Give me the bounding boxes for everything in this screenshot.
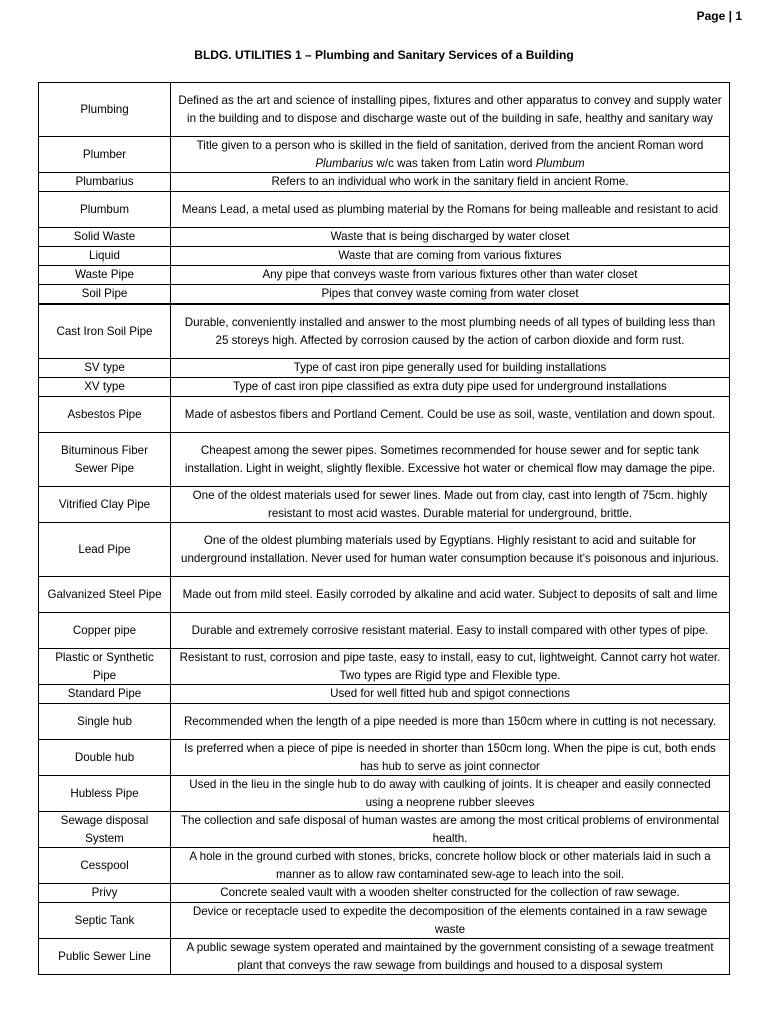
definition-cell: Used in the lieu in the single hub to do away with caulking of joints. It is cheaper and easily connected using a neoprene rubber sleeves <box>171 776 730 812</box>
table-row <box>39 285 730 305</box>
table-row <box>39 247 730 266</box>
definition-cell: Pipes that convey waste coming from water closet <box>171 285 730 305</box>
term-cell: Lead Pipe <box>39 523 171 577</box>
table-row <box>39 776 730 812</box>
table-row <box>39 577 730 613</box>
term-cell: Plumbing <box>39 83 171 137</box>
table-row <box>39 378 730 397</box>
definition-cell: Any pipe that conveys waste from various fixtures other than water closet <box>171 266 730 285</box>
table-row <box>39 649 730 685</box>
term-cell: Single hub <box>39 704 171 740</box>
term-cell: Vitrified Clay Pipe <box>39 487 171 523</box>
table-row <box>39 884 730 903</box>
table-row <box>39 304 730 359</box>
term-cell: Sewage disposal System <box>39 812 171 848</box>
table-row <box>39 523 730 577</box>
definition-cell: The collection and safe disposal of human wastes are among the most critical problems of environmental health. <box>171 812 730 848</box>
table-row <box>39 266 730 285</box>
table-row <box>39 228 730 247</box>
term-cell: Liquid <box>39 247 171 266</box>
term-cell: Privy <box>39 884 171 903</box>
term-cell: Public Sewer Line <box>39 939 171 975</box>
term-cell: Plumber <box>39 137 171 173</box>
term-cell: Plumbum <box>39 192 171 228</box>
term-cell: Cesspool <box>39 848 171 884</box>
definition-cell: Is preferred when a piece of pipe is needed in shorter than 150cm long. When the pipe is cut, both ends has hub to serve as joint connector <box>171 740 730 776</box>
table-row <box>39 173 730 192</box>
table-row <box>39 939 730 975</box>
definition-cell: Made out from mild steel. Easily corroded by alkaline and acid water. Subject to deposits of salt and lime <box>171 577 730 613</box>
term-cell: Hubless Pipe <box>39 776 171 812</box>
term-cell: Double hub <box>39 740 171 776</box>
term-cell: Soil Pipe <box>39 285 171 305</box>
document-title: BLDG. UTILITIES 1 – Plumbing and Sanitary Services of a Building <box>194 48 574 62</box>
term-cell: SV type <box>39 359 171 378</box>
definition-cell: Resistant to rust, corrosion and pipe taste, easy to install, easy to cut, lightweight. Cannot carry hot water. Two types are Rigid type and Flexible type. <box>171 649 730 685</box>
table-row <box>39 359 730 378</box>
italic-term: Plumbarius <box>315 156 374 170</box>
definition-cell: Durable, conveniently installed and answer to the most plumbing needs of all types of building less than 25 storeys high. Affected by corrosion caused by the action of carbon dioxide and form rust. <box>171 304 730 359</box>
definition-cell: Cheapest among the sewer pipes. Sometimes recommended for house sewer and for septic tank installation. Light in weight, slightly flexible. Excessive hot water or chemical flow may damage the pipe. <box>171 433 730 487</box>
definition-cell: A public sewage system operated and maintained by the government consisting of a sewage treatment plant that conveys the raw sewage from buildings and housed to a disposal system <box>171 939 730 975</box>
term-cell: Plastic or Synthetic Pipe <box>39 649 171 685</box>
definition-cell: Means Lead, a metal used as plumbing material by the Romans for being malleable and resistant to acid <box>171 192 730 228</box>
definition-text: Title given to a person who is skilled in the field of sanitation, derived from the ancient Roman word <box>196 139 704 153</box>
definition-cell: Concrete sealed vault with a wooden shelter constructed for the collection of raw sewage. <box>171 884 730 903</box>
term-cell: Cast Iron Soil Pipe <box>39 304 171 359</box>
definition-cell: A hole in the ground curbed with stones, bricks, concrete hollow block or other materials laid in such a manner as to allow raw contaminated sew-age to leach into the soil. <box>171 848 730 884</box>
definition-cell: Defined as the art and science of installing pipes, fixtures and other apparatus to convey and supply water in the building and to dispose and discharge waste out of the building in safe, healthy and sanitary way <box>171 83 730 137</box>
term-cell: Solid Waste <box>39 228 171 247</box>
definition-cell: Type of cast iron pipe generally used for building installations <box>171 359 730 378</box>
table-row <box>39 83 730 137</box>
term-cell: Bituminous Fiber Sewer Pipe <box>39 433 171 487</box>
definition-cell: One of the oldest plumbing materials used by Egyptians. Highly resistant to acid and suitable for underground installation. Never used for human water consumption because it’s poisonous and injurious. <box>171 523 730 577</box>
table-row <box>39 137 730 173</box>
table-row <box>39 848 730 884</box>
definition-cell: Refers to an individual who work in the sanitary field in ancient Rome. <box>171 173 730 192</box>
definition-cell: Used for well fitted hub and spigot connections <box>171 685 730 704</box>
table-row <box>39 685 730 704</box>
table-row <box>39 433 730 487</box>
term-cell: Galvanized Steel Pipe <box>39 577 171 613</box>
definition-cell: Device or receptacle used to expedite the decomposition of the elements contained in a raw sewage waste <box>171 903 730 939</box>
term-cell: Standard Pipe <box>39 685 171 704</box>
definition-cell: Waste that are coming from various fixtures <box>171 247 730 266</box>
definition-cell <box>171 137 730 173</box>
table-row <box>39 397 730 433</box>
term-cell: Waste Pipe <box>39 266 171 285</box>
plumbing-terms-table <box>38 82 730 975</box>
term-cell: Septic Tank <box>39 903 171 939</box>
table-row <box>39 903 730 939</box>
term-cell: XV type <box>39 378 171 397</box>
definition-cell: Waste that is being discharged by water closet <box>171 228 730 247</box>
table-row <box>39 192 730 228</box>
table-row <box>39 740 730 776</box>
table-row <box>39 613 730 649</box>
definition-cell: Durable and extremely corrosive resistant material. Easy to install compared with other types of pipe. <box>171 613 730 649</box>
term-cell: Asbestos Pipe <box>39 397 171 433</box>
term-cell: Plumbarius <box>39 173 171 192</box>
term-cell: Copper pipe <box>39 613 171 649</box>
table-body <box>39 83 730 975</box>
definition-cell: Type of cast iron pipe classified as extra duty pipe used for underground installations <box>171 378 730 397</box>
table-row <box>39 487 730 523</box>
table-row <box>39 812 730 848</box>
definition-text: w/c was taken from Latin word <box>373 156 536 170</box>
definition-cell: One of the oldest materials used for sewer lines. Made out from clay, cast into length of 75cm. highly resistant to most acid wastes. Durable material for underground, brittle. <box>171 487 730 523</box>
definition-cell: Recommended when the length of a pipe needed is more than 150cm where in cutting is not necessary. <box>171 704 730 740</box>
table-row <box>39 704 730 740</box>
definition-cell: Made of asbestos fibers and Portland Cement. Could be use as soil, waste, ventilation and down spout. <box>171 397 730 433</box>
italic-term: Plumbum <box>535 156 585 170</box>
page-number: Page | 1 <box>696 9 742 23</box>
